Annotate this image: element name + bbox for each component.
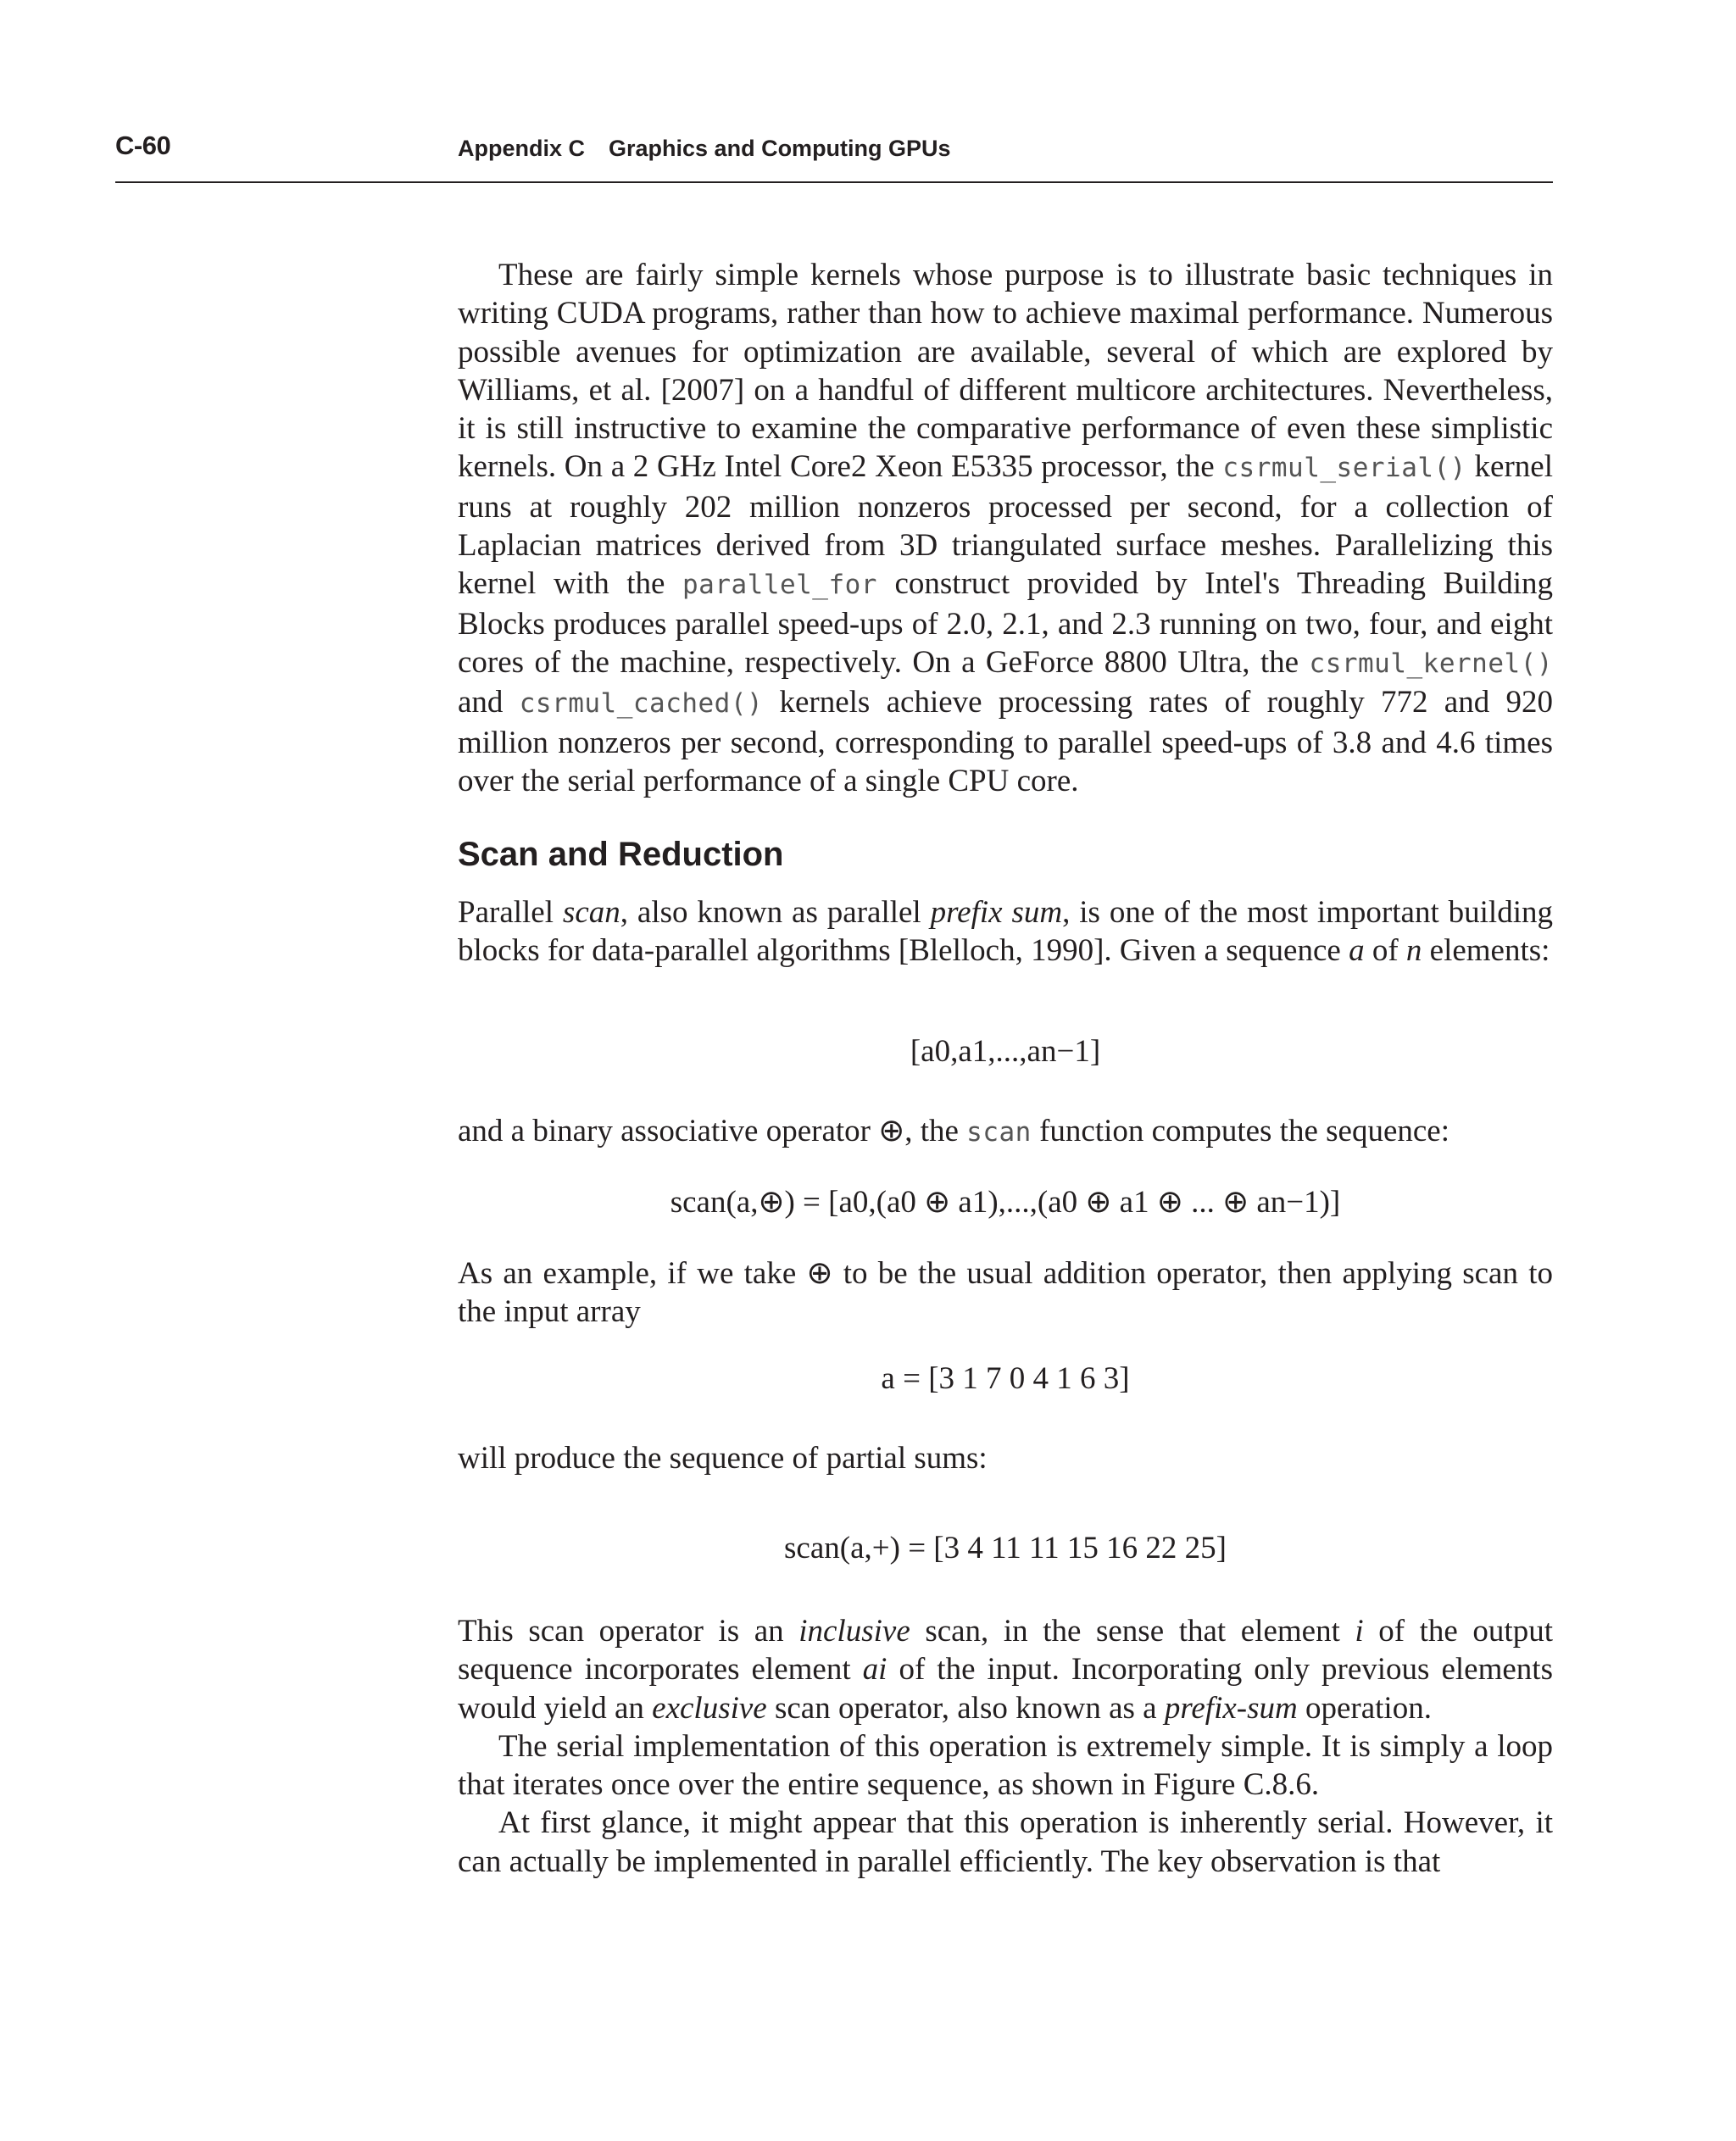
code-csrmul-serial: csrmul_serial() — [1222, 453, 1466, 484]
text-run: These are fairly simple kernels whose purpose is to illustrate basic techniques in writing CUDA programs, rather than how to achieve maximal performance. Numerous possible avenues for optimization are available, several of which are explored by Williams, et al. [2007] on a handful of different multicore architectures. Nevertheless, it is still instructive to examine the comparative performance of even these simplistic kernels. On a 2 GHz Intel Core2 Xeon E5335 processor, the — [458, 258, 1553, 485]
appendix-label: Appendix C — [458, 136, 586, 161]
var-i: i — [1355, 1614, 1364, 1649]
page-number: C-60 — [115, 131, 171, 160]
equation-scan-result-text: scan(a,+) = [3 4 11 11 15 16 22 25] — [784, 1531, 1227, 1565]
paragraph-1 — [458, 256, 1553, 800]
term-exclusive: exclusive — [652, 1690, 767, 1726]
equation-sequence-text: [a0,a1,...,an−1] — [910, 1034, 1101, 1069]
text-run: As an example, if we take ⊕ to be the usual addition operator, then applying scan to the input array — [458, 1256, 1553, 1330]
code-scan: scan — [966, 1117, 1032, 1148]
chapter-title: Graphics and Computing GPUs — [609, 136, 951, 161]
text-run: of the input. Incorporating only previous elements would yield an — [458, 1652, 1553, 1726]
paragraph-6 — [458, 1612, 1553, 1727]
text-run: elements: — [1422, 933, 1550, 969]
paragraph-3 — [458, 1112, 1553, 1152]
paragraph-operator — [458, 1112, 1553, 1152]
text-run: This scan operator is an — [458, 1614, 799, 1649]
text-run: scan, in the sense that element — [910, 1614, 1355, 1649]
equation-scan-definition — [458, 1183, 1553, 1221]
text-run: construct provided by Intel's Threading Building Blocks produces parallel speed-ups of 2.0, 2.1, and 2.3 running on two, four, and eight cores of the machine, respectively. On a GeForce 8800 Ultra, the — [458, 566, 1553, 680]
text-run: Parallel — [458, 895, 563, 930]
text-run: and — [458, 685, 520, 720]
text-run: , also known as parallel — [620, 895, 931, 930]
term-prefix-sum: prefix sum — [930, 895, 1063, 930]
text-run: scan operator, also known as a — [766, 1690, 1165, 1726]
text-run: kernel runs at roughly 202 million nonzeros processed per second, for a collection of Laplacian matrices derived from 3D triangulated surface meshes. Parallelizing this kernel with the — [458, 449, 1553, 602]
paragraph-7: The serial implementation of this operation is extremely simple. It is simply a loop that iterates once over the entire sequence, as shown in Figure C.8.6. — [458, 1728, 1553, 1803]
paragraph-scan-intro — [458, 893, 1553, 970]
equation-input-array-text: a = [3 1 7 0 4 1 6 3] — [881, 1361, 1130, 1396]
running-head-title — [458, 136, 951, 162]
paragraph-example — [458, 1254, 1553, 1332]
text-run: , is one of the most important building blocks for data-parallel algorithms [Blelloch, 1990]. Given a sequence — [458, 895, 1553, 969]
paragraph-inclusive-exclusive — [458, 1612, 1553, 1881]
term-inclusive: inclusive — [798, 1614, 910, 1649]
paragraph-8: At first glance, it might appear that this operation is inherently serial. However, it can actually be implemented in parallel efficiently. The key observation is that — [458, 1805, 1553, 1879]
text-run: function computes the sequence: — [1031, 1114, 1450, 1148]
code-csrmul-kernel: csrmul_kernel() — [1309, 648, 1553, 679]
var-n: n — [1405, 933, 1422, 969]
running-header — [115, 127, 1553, 183]
section-heading: Scan and Reduction — [458, 836, 784, 873]
paragraph-performance — [458, 256, 1553, 800]
equation-sequence — [458, 1032, 1553, 1070]
code-parallel-for: parallel_for — [682, 570, 877, 601]
paragraph-2 — [458, 893, 1553, 970]
term-scan: scan — [562, 895, 620, 930]
text-run: and a binary associative operator ⊕, the — [458, 1114, 967, 1148]
paragraph-4 — [458, 1254, 1553, 1332]
text-run: kernels achieve processing rates of roughly 772 and 920 million nonzeros per second, corresponding to parallel speed-ups of 3.8 and 4.6 times over the serial performance of a single CPU core. — [458, 685, 1553, 798]
equation-input-array — [458, 1360, 1553, 1398]
text-run: of — [1364, 933, 1406, 969]
var-a: a — [1349, 933, 1365, 969]
text-run: operation. — [1297, 1690, 1432, 1726]
paragraph-5: will produce the sequence of partial sums: — [458, 1441, 988, 1476]
text-run: of the output sequence incorporates element — [458, 1614, 1553, 1688]
paragraph-partial-sums — [458, 1439, 1553, 1477]
equation-scan-definition-text: scan(a,⊕) = [a0,(a0 ⊕ a1),...,(a0 ⊕ a1 ⊕ ... ⊕ an−1)] — [670, 1185, 1341, 1220]
equation-scan-result — [458, 1529, 1553, 1567]
code-csrmul-cached: csrmul_cached() — [519, 688, 764, 720]
term-prefix-sum-2: prefix-sum — [1164, 1690, 1298, 1726]
var-a-i: ai — [862, 1652, 887, 1688]
